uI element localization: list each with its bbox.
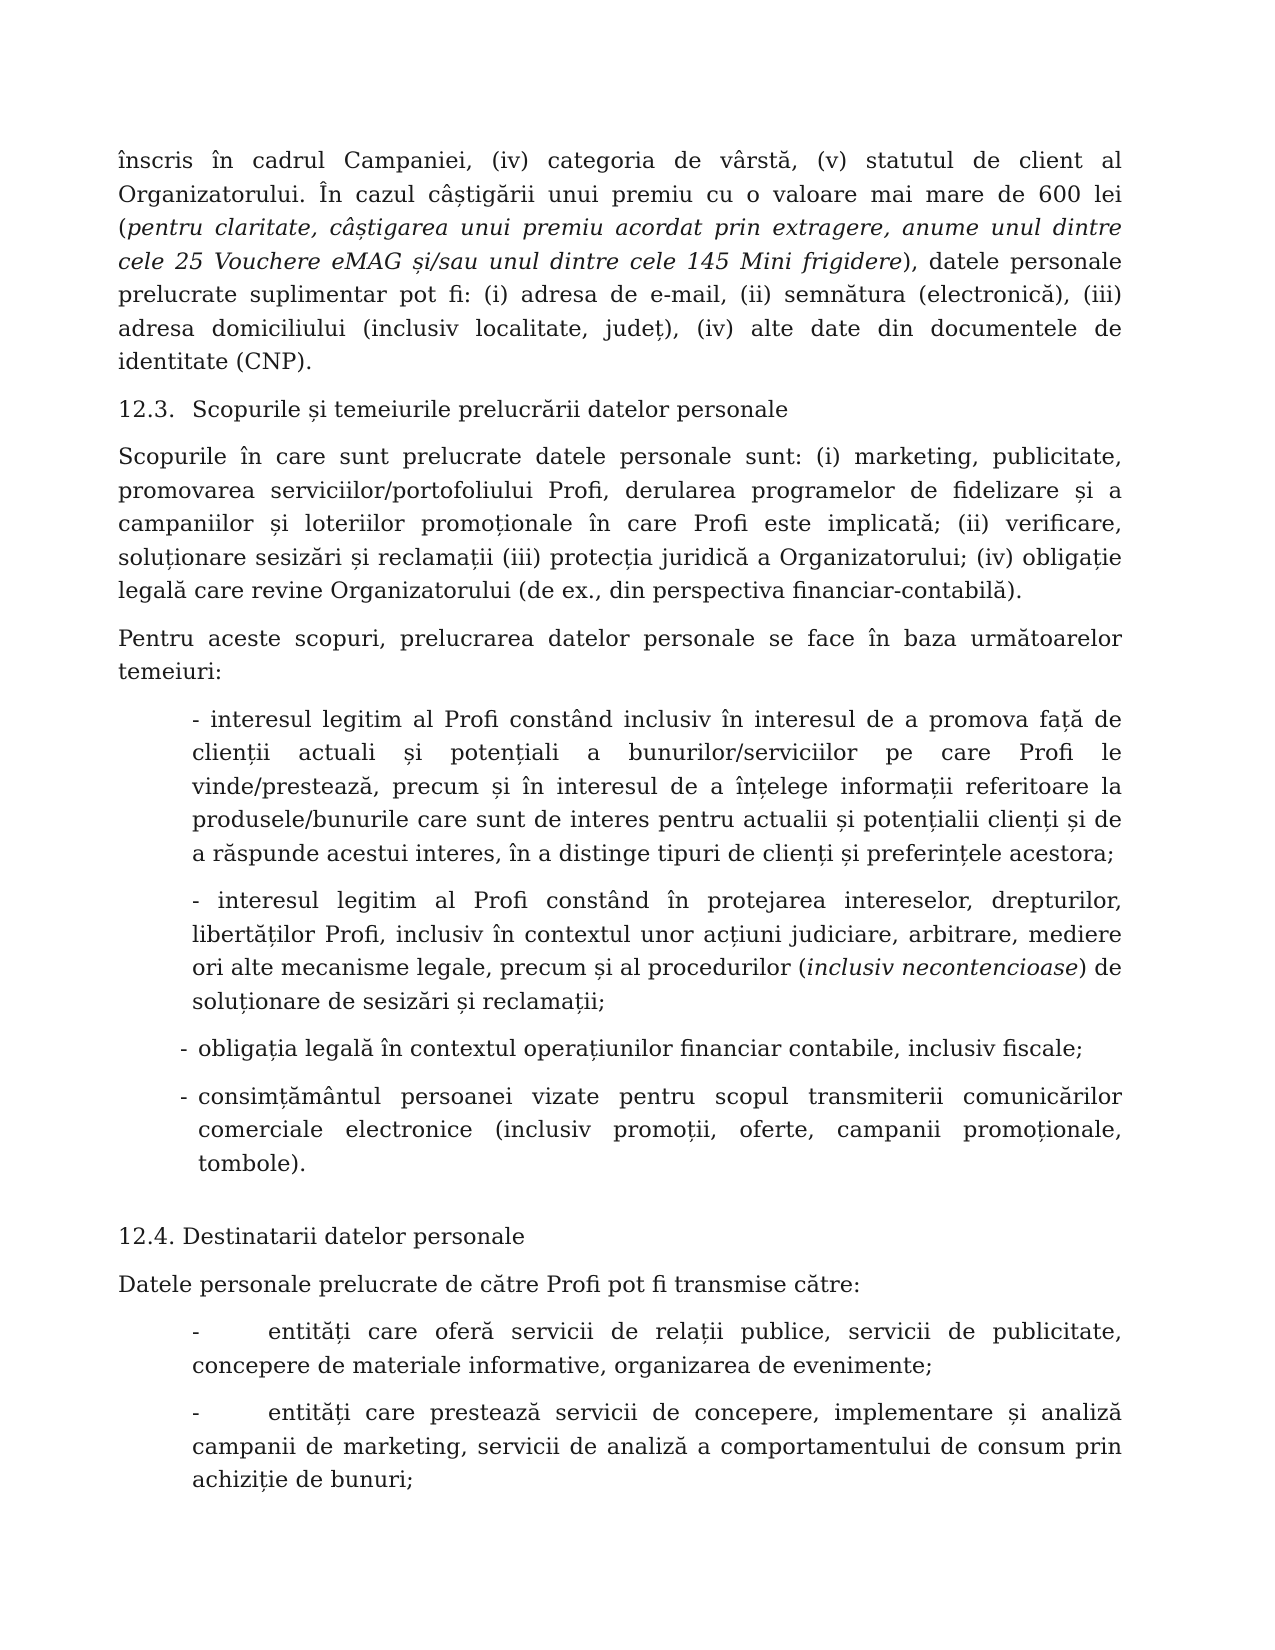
legal-ground-legal-obligation: - obligația legală în contextul operațiunilor financiar contabile, inclusiv fiscale; xyxy=(180,1033,1122,1067)
section-heading-12-3 xyxy=(118,394,1122,428)
paragraph-personal-data-continued: înscris în cadrul Campaniei, (iv) categoria de vârstă, (v) statutul de client al Organizatorului. În cazul câștigării unui premiu cu o valoare mai mare de 600 lei (pentru claritate, câștigarea unui premiu acordat prin extragere, anume unul dintre cele 25 Vouchere eMAG și/sau unul dintre cele 145 Mini frigidere), datele personale prelucrate suplimentar pot fi: (i) adresa de e-mail, (ii) semnătura (electronică), (iii) adresa domiciliului (inclusiv localitate, județ), (iv) alte date din documentele de identitate (CNP). xyxy=(118,148,1123,375)
document-page xyxy=(118,145,1122,1512)
section-number: 12.3. xyxy=(118,396,176,423)
section-heading-12-4: 12.4. Destinatarii datelor personale xyxy=(118,1224,526,1250)
dash-bullet: - xyxy=(192,1319,200,1345)
legal-ground-consent: - consimțământul persoanei vizate pentru scopul transmiterii comunicărilor comerciale electronice (inclusiv promoții, oferte, campanii promoționale, tombole). xyxy=(180,1081,1122,1182)
dash-bullet: - xyxy=(180,1036,188,1062)
dash-bullet: - xyxy=(180,1083,188,1110)
recipient-item-pr-services: - entități care oferă servicii de relații publice, servicii de publicitate, concepere de materiale informative, organizarea de evenimente; xyxy=(192,1316,1122,1383)
section-title: Scopurile și temeiurile prelucrării datelor personale xyxy=(192,396,789,423)
paragraph-recipients-intro: Datele personale prelucrate de către Profi pot fi transmise către: xyxy=(118,1271,861,1298)
dash-bullet: - xyxy=(192,1400,200,1426)
recipient-item-marketing-services: - entități care prestează servicii de concepere, implementare și analiză campanii de marketing, servicii de analiză a comportamentului de consum prin achiziție de bunuri; xyxy=(192,1397,1122,1498)
paragraph-purposes: Scopurile în care sunt prelucrate datele personale sunt: (i) marketing, publicitate, promovarea serviciilor/portofoliului Profi, derularea programelor de fidelizare și a campaniilor și loteriilor promoționale în care Profi este implicată; (ii) verificare, soluționare sesizări și reclamații (iii) protecția juridică a Organizatorului; (iv) obligație legală care revine Organizatorului (de ex., din perspectiva financiar-contabilă). xyxy=(118,444,1122,604)
paragraph-legal-grounds-intro: Pentru aceste scopuri, prelucrarea datelor personale se face în baza următoarelor temeiuri: xyxy=(118,625,1122,685)
legal-ground-legitimate-interest-promotion: - interesul legitim al Profi constând inclusiv în interesul de a promova față de clienții actuali și potențiali a bunurilor/serviciilor pe care Profi le vinde/prestează, precum și în interesul de a înțelege informații referitoare la produsele/bunurile care sunt de interes pentru actualii și potențialii clienți și de a răspunde acestui interes, în a distinge tipuri de clienți și preferințele acestora; xyxy=(192,706,1122,867)
legal-ground-legitimate-interest-protection: - interesul legitim al Profi constând în protejarea intereselor, drepturilor, libertăților Profi, inclusiv în contextul unor acțiuni judiciare, arbitrare, mediere ori alte mecanisme legale, precum și al procedurilor (inclusiv necontencioase) de soluționare de sesizări și reclamații; xyxy=(192,888,1122,1015)
